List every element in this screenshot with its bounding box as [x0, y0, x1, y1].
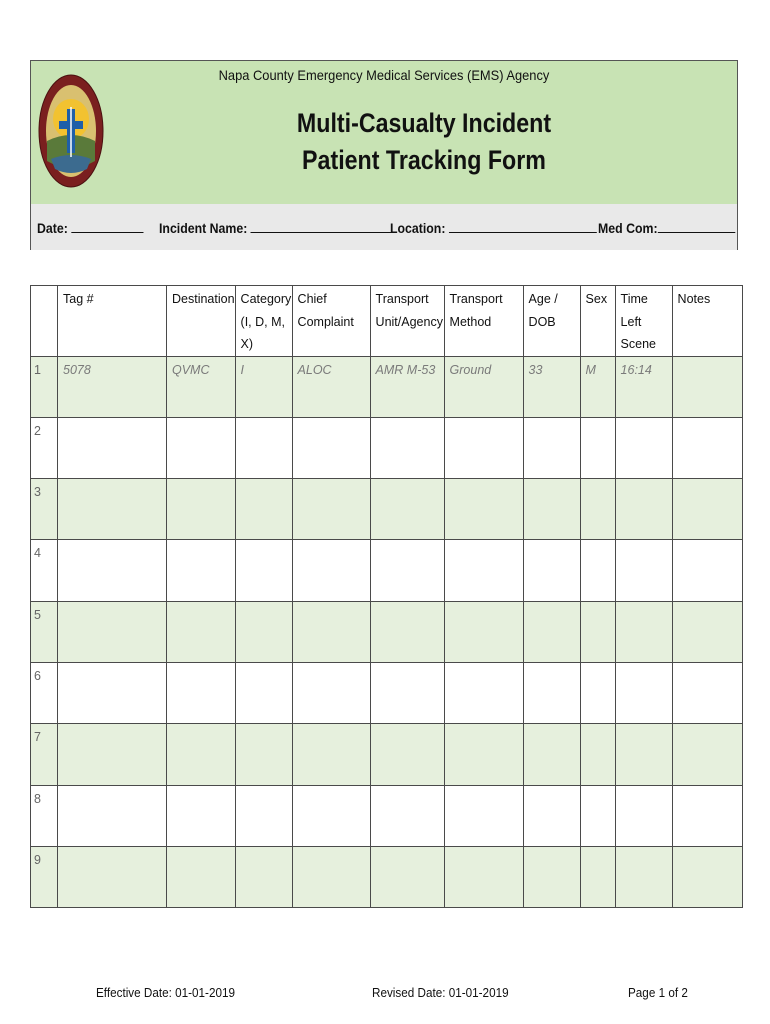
transport-unit-cell[interactable]	[370, 724, 444, 785]
transport-method-cell[interactable]	[444, 724, 523, 785]
age-dob-cell[interactable]: 33	[523, 356, 580, 417]
transport-method-cell[interactable]: Ground	[444, 356, 523, 417]
tag-cell[interactable]: 5078	[58, 356, 167, 417]
sex-cell[interactable]	[580, 846, 615, 907]
transport-method-cell[interactable]	[444, 479, 523, 540]
header-category-line-2: (I, D, M,	[240, 314, 285, 329]
age-dob-cell[interactable]	[523, 785, 580, 846]
time-left-scene-cell[interactable]	[615, 601, 672, 662]
destination-cell[interactable]	[167, 662, 236, 723]
category-cell[interactable]	[235, 724, 292, 785]
notes-cell[interactable]	[672, 479, 742, 540]
destination-cell[interactable]	[167, 601, 236, 662]
row-number: 6	[31, 662, 58, 723]
sex-cell[interactable]	[580, 724, 615, 785]
header-title-area	[31, 61, 737, 205]
age-dob-cell[interactable]	[523, 724, 580, 785]
location-blank[interactable]	[449, 220, 597, 233]
incident-name-label: Incident Name:	[159, 220, 248, 236]
category-cell[interactable]	[235, 601, 292, 662]
table-row	[31, 479, 743, 540]
table-row	[31, 846, 743, 907]
header-age-dob: Age / DOB	[523, 286, 580, 357]
tag-cell[interactable]	[58, 540, 167, 601]
med-com-field[interactable]	[598, 220, 735, 236]
row-number: 1	[31, 356, 58, 417]
tag-cell[interactable]	[58, 662, 167, 723]
form-title	[206, 105, 641, 179]
row-number: 7	[31, 724, 58, 785]
header-transport-method	[444, 286, 523, 357]
age-dob-cell[interactable]	[523, 601, 580, 662]
table-row	[31, 417, 743, 478]
header-sex: Sex	[580, 286, 615, 357]
header-method-line-2: Method	[449, 314, 492, 329]
table-row	[31, 724, 743, 785]
incident-info-row	[31, 204, 737, 250]
chief-complaint-cell[interactable]	[292, 540, 370, 601]
row-number: 9	[31, 846, 58, 907]
form-header	[30, 60, 738, 250]
age-dob-cell[interactable]	[523, 662, 580, 723]
transport-unit-cell[interactable]	[370, 662, 444, 723]
row-number: 2	[31, 417, 58, 478]
header-chief-line-1: Chief	[297, 292, 327, 306]
tag-cell[interactable]	[58, 846, 167, 907]
category-cell[interactable]	[235, 846, 292, 907]
notes-cell[interactable]	[672, 601, 742, 662]
transport-method-cell[interactable]	[444, 662, 523, 723]
destination-cell[interactable]	[167, 846, 236, 907]
incident-name-field[interactable]	[159, 220, 392, 236]
notes-cell[interactable]	[672, 846, 742, 907]
table-row	[31, 601, 743, 662]
transport-unit-cell[interactable]	[370, 785, 444, 846]
page-number: Page 1 of 2	[628, 985, 688, 1000]
time-left-scene-cell[interactable]	[615, 417, 672, 478]
row-number: 5	[31, 601, 58, 662]
transport-unit-cell[interactable]	[370, 417, 444, 478]
header-unit-line-1: Transport	[375, 292, 429, 306]
date-label: Date:	[37, 220, 68, 236]
table-header-row	[31, 286, 743, 357]
table-row	[31, 540, 743, 601]
time-left-scene-cell[interactable]	[615, 785, 672, 846]
notes-cell[interactable]	[672, 662, 742, 723]
notes-cell[interactable]	[672, 540, 742, 601]
header-category	[235, 286, 292, 357]
sex-cell[interactable]	[580, 479, 615, 540]
location-label: Location:	[390, 220, 446, 236]
row-number: 3	[31, 479, 58, 540]
destination-cell[interactable]	[167, 479, 236, 540]
napa-county-ems-logo	[37, 71, 105, 191]
header-chief-complaint	[292, 286, 370, 357]
revised-date: Revised Date: 01-01-2019	[372, 985, 509, 1000]
sex-cell[interactable]: M	[580, 356, 615, 417]
chief-complaint-cell[interactable]	[292, 724, 370, 785]
table-row	[31, 356, 743, 417]
chief-complaint-cell[interactable]	[292, 662, 370, 723]
form-title-line-2: Patient Tracking Form	[302, 145, 546, 175]
category-cell[interactable]: I	[235, 356, 292, 417]
sex-cell[interactable]	[580, 540, 615, 601]
header-row-number	[31, 286, 58, 357]
header-chief-line-2: Complaint	[297, 314, 354, 329]
sex-cell[interactable]	[580, 785, 615, 846]
time-left-scene-cell[interactable]	[615, 662, 672, 723]
transport-unit-cell[interactable]	[370, 479, 444, 540]
header-transport-unit	[370, 286, 444, 357]
destination-cell[interactable]	[167, 785, 236, 846]
date-blank[interactable]	[71, 220, 143, 233]
transport-method-cell[interactable]	[444, 846, 523, 907]
header-method-line-1: Transport	[449, 292, 503, 306]
incident-name-blank[interactable]	[251, 220, 392, 233]
med-com-blank[interactable]	[658, 220, 735, 233]
tag-cell[interactable]	[58, 601, 167, 662]
transport-unit-cell[interactable]	[370, 846, 444, 907]
sex-cell[interactable]	[580, 662, 615, 723]
notes-cell[interactable]	[672, 785, 742, 846]
destination-cell[interactable]	[167, 417, 236, 478]
age-dob-cell[interactable]	[523, 540, 580, 601]
transport-unit-cell[interactable]	[370, 540, 444, 601]
time-left-scene-cell[interactable]: 16:14	[615, 356, 672, 417]
header-time-line-1: Time	[620, 292, 648, 306]
destination-cell[interactable]: QVMC	[167, 356, 236, 417]
time-left-scene-cell[interactable]	[615, 724, 672, 785]
notes-cell[interactable]	[672, 356, 742, 417]
age-dob-cell[interactable]	[523, 479, 580, 540]
chief-complaint-cell[interactable]	[292, 785, 370, 846]
transport-method-cell[interactable]	[444, 785, 523, 846]
notes-cell[interactable]	[672, 724, 742, 785]
time-left-scene-cell[interactable]	[615, 540, 672, 601]
time-left-scene-cell[interactable]	[615, 846, 672, 907]
tag-cell[interactable]	[58, 479, 167, 540]
transport-method-cell[interactable]	[444, 540, 523, 601]
patient-tracking-table	[30, 285, 743, 908]
med-com-label: Med Com:	[598, 220, 658, 236]
form-title-line-1: Multi-Casualty Incident	[296, 108, 552, 138]
header-time-line-2: Left Scene	[620, 314, 656, 351]
tag-cell[interactable]	[58, 724, 167, 785]
agency-name: Napa County Emergency Medical Services (EMS) Agency	[218, 67, 550, 83]
header-tag: Tag #	[58, 286, 167, 357]
category-cell[interactable]	[235, 785, 292, 846]
notes-cell[interactable]	[672, 417, 742, 478]
category-cell[interactable]	[235, 479, 292, 540]
sex-cell[interactable]	[580, 417, 615, 478]
destination-cell[interactable]	[167, 540, 236, 601]
header-category-line-1: Category	[240, 292, 292, 306]
header-unit-line-2: Unit/Agency	[375, 314, 443, 329]
header-notes: Notes	[672, 286, 742, 357]
row-number: 4	[31, 540, 58, 601]
category-cell[interactable]	[235, 662, 292, 723]
category-cell[interactable]	[235, 540, 292, 601]
header-category-line-3: X)	[240, 337, 254, 351]
destination-cell[interactable]	[167, 724, 236, 785]
tag-cell[interactable]	[58, 785, 167, 846]
time-left-scene-cell[interactable]	[615, 479, 672, 540]
chief-complaint-cell[interactable]	[292, 417, 370, 478]
date-field[interactable]	[37, 220, 143, 236]
chief-complaint-cell[interactable]	[292, 846, 370, 907]
transport-unit-cell[interactable]: AMR M-53	[370, 356, 444, 417]
age-dob-cell[interactable]	[523, 417, 580, 478]
effective-date: Effective Date: 01-01-2019	[96, 985, 235, 1000]
chief-complaint-cell[interactable]: ALOC	[292, 356, 370, 417]
tag-cell[interactable]	[58, 417, 167, 478]
header-time-left-scene	[615, 286, 672, 357]
transport-method-cell[interactable]	[444, 601, 523, 662]
location-field[interactable]	[390, 220, 597, 236]
sex-cell[interactable]	[580, 601, 615, 662]
header-destination: Destination	[167, 286, 236, 357]
chief-complaint-cell[interactable]	[292, 601, 370, 662]
table-row	[31, 785, 743, 846]
transport-method-cell[interactable]	[444, 417, 523, 478]
category-cell[interactable]	[235, 417, 292, 478]
age-dob-cell[interactable]	[523, 846, 580, 907]
transport-unit-cell[interactable]	[370, 601, 444, 662]
row-number: 8	[31, 785, 58, 846]
chief-complaint-cell[interactable]	[292, 479, 370, 540]
table-row	[31, 662, 743, 723]
